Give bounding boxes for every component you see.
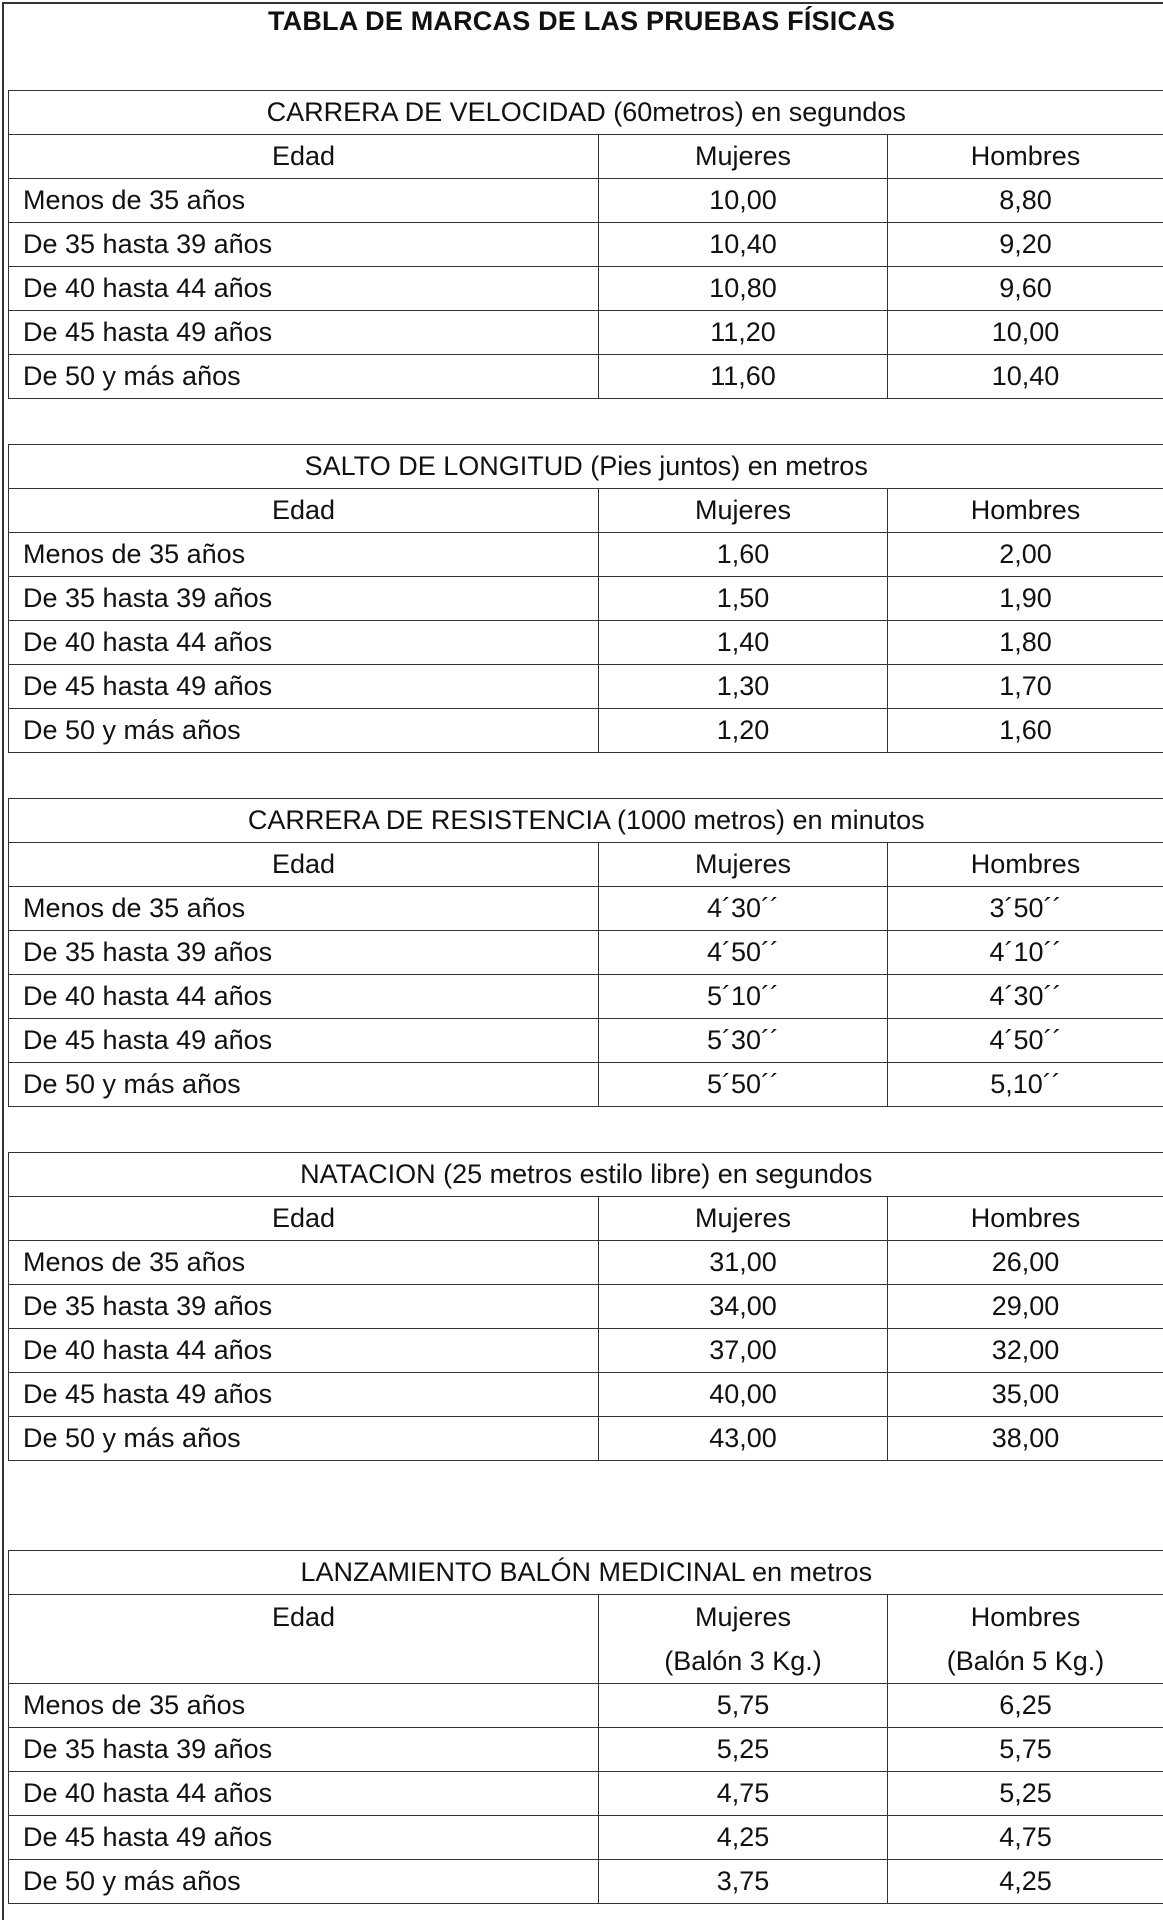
header-hombres: Hombres [888,489,1163,533]
mujeres-cell: 1,30 [599,665,888,709]
mujeres-cell: 4,25 [599,1816,888,1860]
header-hombres-cell [888,1595,1163,1684]
hombres-cell: 10,00 [888,311,1163,355]
hombres-cell: 3´50´´ [888,887,1163,931]
age-cell: De 50 y más años [9,1417,599,1461]
table-salto-longitud [8,444,1163,753]
table-caption: SALTO DE LONGITUD (Pies juntos) en metros [9,445,1163,489]
hombres-cell: 4,75 [888,1816,1163,1860]
table-caption-row [9,799,1163,843]
table-row [9,1860,1163,1904]
header-edad: Edad [9,135,599,179]
table-row [9,887,1163,931]
table-row [9,621,1163,665]
table-natacion [8,1152,1163,1461]
page-title: TABLA DE MARCAS DE LAS PRUEBAS FÍSICAS [267,6,896,36]
table-caption-row [9,1551,1163,1595]
age-cell: De 40 hasta 44 años [9,621,599,665]
table-row [9,355,1163,399]
header-edad: Edad [9,843,599,887]
header-hombres-ball: (Balón 5 Kg.) [946,1646,1105,1676]
table-row [9,1063,1163,1107]
mujeres-cell: 1,60 [599,533,888,577]
table-row [9,1241,1163,1285]
age-cell: De 40 hasta 44 años [9,975,599,1019]
mujeres-cell: 31,00 [599,1241,888,1285]
header-mujeres-ball: (Balón 3 Kg.) [664,1646,822,1676]
table-row [9,709,1163,753]
age-cell: De 50 y más años [9,709,599,753]
hombres-cell: 6,25 [888,1684,1163,1728]
table-row [9,1772,1163,1816]
table-caption: LANZAMIENTO BALÓN MEDICINAL en metros [9,1551,1163,1595]
hombres-cell: 4´30´´ [888,975,1163,1019]
table-header-row [9,135,1163,179]
table-row [9,577,1163,621]
table-row [9,267,1163,311]
table-caption: CARRERA DE VELOCIDAD (60metros) en segundos [9,91,1163,135]
age-cell: De 35 hasta 39 años [9,223,599,267]
age-cell: De 35 hasta 39 años [9,577,599,621]
hombres-cell: 1,60 [888,709,1163,753]
age-cell: De 50 y más años [9,1063,599,1107]
age-cell: Menos de 35 años [9,1684,599,1728]
header-mujeres-cell [599,1595,888,1684]
mujeres-cell: 11,60 [599,355,888,399]
age-cell: De 40 hasta 44 años [9,1329,599,1373]
age-cell: De 45 hasta 49 años [9,1019,599,1063]
header-mujeres: Mujeres [599,1197,888,1241]
age-cell: De 50 y más años [9,1860,599,1904]
hombres-cell: 5,75 [888,1728,1163,1772]
mujeres-cell: 4,75 [599,1772,888,1816]
table-row [9,1728,1163,1772]
hombres-cell: 32,00 [888,1329,1163,1373]
age-cell: De 50 y más años [9,355,599,399]
header-edad: Edad [9,1197,599,1241]
mujeres-cell: 1,20 [599,709,888,753]
table-header-row [9,843,1163,887]
table-caption-row [9,91,1163,135]
header-hombres: Hombres [888,843,1163,887]
hombres-cell: 2,00 [888,533,1163,577]
hombres-cell: 29,00 [888,1285,1163,1329]
hombres-cell: 1,80 [888,621,1163,665]
table-caption: NATACION (25 metros estilo libre) en segundos [9,1153,1163,1197]
mujeres-cell: 5,75 [599,1684,888,1728]
age-cell: Menos de 35 años [9,1241,599,1285]
mujeres-cell: 1,40 [599,621,888,665]
age-cell: Menos de 35 años [9,533,599,577]
table-caption-row [9,1153,1163,1197]
mujeres-cell: 1,50 [599,577,888,621]
table-header-row [9,1595,1163,1684]
table-row [9,179,1163,223]
age-cell: De 40 hasta 44 años [9,1772,599,1816]
mujeres-cell: 4´50´´ [599,931,888,975]
hombres-cell: 5,25 [888,1772,1163,1816]
hombres-cell: 5,10´´ [888,1063,1163,1107]
table-header-row [9,489,1163,533]
age-cell: De 35 hasta 39 años [9,1285,599,1329]
mujeres-cell: 11,20 [599,311,888,355]
table-row [9,931,1163,975]
age-cell: De 45 hasta 49 años [9,1373,599,1417]
age-cell: De 45 hasta 49 años [9,665,599,709]
table-row [9,1285,1163,1329]
table-row [9,311,1163,355]
table-header-row [9,1197,1163,1241]
mujeres-cell: 37,00 [599,1329,888,1373]
table-row [9,1417,1163,1461]
header-mujeres: Mujeres [694,1602,792,1632]
table-row [9,1684,1163,1728]
hombres-cell: 9,60 [888,267,1163,311]
hombres-cell: 4,25 [888,1860,1163,1904]
hombres-cell: 4´50´´ [888,1019,1163,1063]
mujeres-cell: 5´50´´ [599,1063,888,1107]
mujeres-cell: 3,75 [599,1860,888,1904]
age-cell: De 40 hasta 44 años [9,267,599,311]
mujeres-cell: 5,25 [599,1728,888,1772]
mujeres-cell: 4´30´´ [599,887,888,931]
hombres-cell: 26,00 [888,1241,1163,1285]
header-edad: Edad [9,489,599,533]
table-lanzamiento-balon [8,1550,1163,1904]
hombres-cell: 9,20 [888,223,1163,267]
table-row [9,1373,1163,1417]
age-cell: De 35 hasta 39 años [9,931,599,975]
hombres-cell: 38,00 [888,1417,1163,1461]
table-row [9,1816,1163,1860]
hombres-cell: 10,40 [888,355,1163,399]
header-edad-cell [9,1595,599,1684]
table-caption-row [9,445,1163,489]
header-mujeres: Mujeres [599,135,888,179]
age-cell: Menos de 35 años [9,179,599,223]
age-cell: De 45 hasta 49 años [9,311,599,355]
header-mujeres: Mujeres [599,489,888,533]
hombres-cell: 4´10´´ [888,931,1163,975]
mujeres-cell: 43,00 [599,1417,888,1461]
hombres-cell: 35,00 [888,1373,1163,1417]
age-cell: Menos de 35 años [9,887,599,931]
mujeres-cell: 10,40 [599,223,888,267]
header-edad: Edad [271,1602,336,1632]
table-row [9,1019,1163,1063]
header-hombres: Hombres [888,135,1163,179]
table-row [9,1329,1163,1373]
hombres-cell: 1,70 [888,665,1163,709]
table-carrera-velocidad [8,90,1163,399]
table-row [9,223,1163,267]
header-hombres: Hombres [970,1602,1081,1632]
mujeres-cell: 10,80 [599,267,888,311]
hombres-cell: 1,90 [888,577,1163,621]
header-hombres: Hombres [888,1197,1163,1241]
age-cell: De 45 hasta 49 años [9,1816,599,1860]
hombres-cell: 8,80 [888,179,1163,223]
table-caption: CARRERA DE RESISTENCIA (1000 metros) en minutos [9,799,1163,843]
header-mujeres: Mujeres [599,843,888,887]
table-row [9,533,1163,577]
mujeres-cell: 40,00 [599,1373,888,1417]
table-carrera-resistencia [8,798,1163,1107]
table-row [9,975,1163,1019]
mujeres-cell: 5´10´´ [599,975,888,1019]
mujeres-cell: 10,00 [599,179,888,223]
mujeres-cell: 5´30´´ [599,1019,888,1063]
table-row [9,665,1163,709]
age-cell: De 35 hasta 39 años [9,1728,599,1772]
mujeres-cell: 34,00 [599,1285,888,1329]
